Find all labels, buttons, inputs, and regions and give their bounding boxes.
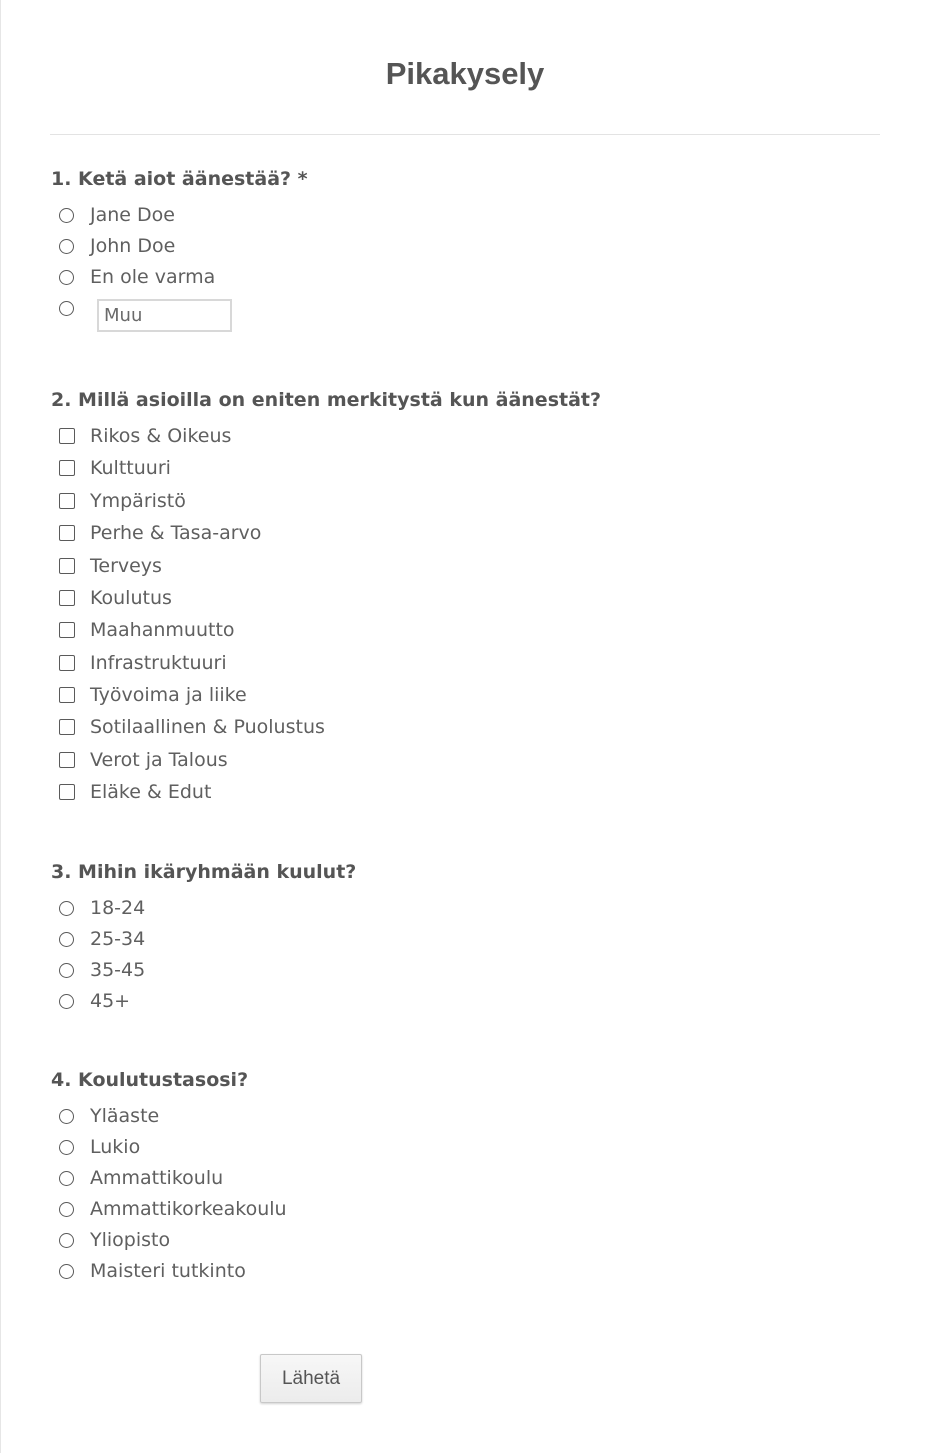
radio-button[interactable] <box>59 208 74 223</box>
option-label: Koulutus <box>90 587 172 609</box>
option-label: Ammattikorkeakoulu <box>90 1198 287 1220</box>
option-label: Ammattikoulu <box>90 1167 224 1189</box>
q4-option-applied-sciences[interactable] <box>59 1197 287 1221</box>
checkbox[interactable] <box>59 558 75 574</box>
radio-button[interactable] <box>59 932 74 947</box>
option-label: Infrastruktuuri <box>90 652 227 674</box>
q2-option-taxes-economy[interactable] <box>59 748 228 772</box>
option-label: Kulttuuri <box>90 457 171 479</box>
checkbox[interactable] <box>59 622 75 638</box>
page-left-border <box>0 0 1 1453</box>
q4-option-masters-degree[interactable] <box>59 1259 246 1283</box>
radio-button[interactable] <box>59 1140 74 1155</box>
checkbox[interactable] <box>59 460 75 476</box>
q1-option-not-sure[interactable] <box>59 265 215 289</box>
option-label: 45+ <box>90 990 131 1012</box>
option-label: Verot ja Talous <box>90 749 228 771</box>
checkbox[interactable] <box>59 719 75 735</box>
option-label: Maisteri tutkinto <box>90 1260 246 1282</box>
option-label: Lukio <box>90 1136 141 1158</box>
checkbox[interactable] <box>59 655 75 671</box>
q4-option-high-school[interactable] <box>59 1135 140 1159</box>
question-2-label: 2. Millä asioilla on eniten merkitystä kun äänestät? <box>51 389 602 411</box>
radio-button[interactable] <box>59 1171 74 1186</box>
option-label: John Doe <box>90 235 176 257</box>
q3-option-35-45[interactable] <box>59 958 145 982</box>
option-label: Jane Doe <box>90 204 175 226</box>
submit-button[interactable]: Lähetä <box>260 1354 362 1403</box>
q2-option-education[interactable] <box>59 586 172 610</box>
question-3-label: 3. Mihin ikäryhmään kuulut? <box>51 861 357 883</box>
option-label: Perhe & Tasa-arvo <box>90 522 262 544</box>
checkbox[interactable] <box>59 493 75 509</box>
q1-option-jane-doe[interactable] <box>59 203 175 227</box>
option-label: 25-34 <box>90 928 146 950</box>
question-4-label: 4. Koulutustasosi? <box>51 1069 249 1091</box>
q2-option-culture[interactable] <box>59 456 171 480</box>
q2-option-family-equality[interactable] <box>59 521 261 545</box>
checkbox[interactable] <box>59 784 75 800</box>
title-divider <box>50 134 880 135</box>
option-label: Terveys <box>90 555 162 577</box>
checkbox[interactable] <box>59 525 75 541</box>
radio-button[interactable] <box>59 1264 74 1279</box>
q2-option-environment[interactable] <box>59 489 186 513</box>
radio-button[interactable] <box>59 1109 74 1124</box>
q2-option-immigration[interactable] <box>59 618 235 642</box>
q1-option-other[interactable] <box>59 296 74 320</box>
option-label: Sotilaallinen & Puolustus <box>90 716 325 738</box>
q4-option-university[interactable] <box>59 1228 170 1252</box>
q2-option-infrastructure[interactable] <box>59 651 227 675</box>
page-title: Pikakysely <box>385 56 545 91</box>
option-label: Ympäristö <box>90 490 186 512</box>
q2-option-crime-justice[interactable] <box>59 424 231 448</box>
radio-button[interactable] <box>59 994 74 1009</box>
option-label: Rikos & Oikeus <box>90 425 232 447</box>
checkbox[interactable] <box>59 752 75 768</box>
q4-option-vocational-school[interactable] <box>59 1166 223 1190</box>
option-label: Maahanmuutto <box>90 619 235 641</box>
question-1-label: 1. Ketä aiot äänestää? * <box>51 168 308 190</box>
radio-button[interactable] <box>59 270 74 285</box>
q2-option-health[interactable] <box>59 554 162 578</box>
q3-option-25-34[interactable] <box>59 927 145 951</box>
radio-button[interactable] <box>59 963 74 978</box>
radio-button[interactable] <box>59 239 74 254</box>
option-label: Eläke & Edut <box>90 781 212 803</box>
option-label: Yläaste <box>90 1105 160 1127</box>
option-label: Yliopisto <box>90 1229 171 1251</box>
q1-other-input[interactable] <box>97 299 232 332</box>
option-label: Työvoima ja liike <box>90 684 247 706</box>
option-label: 35-45 <box>90 959 146 981</box>
option-label: En ole varma <box>90 266 216 288</box>
radio-button[interactable] <box>59 301 74 316</box>
q3-option-45-plus[interactable] <box>59 989 130 1013</box>
radio-button[interactable] <box>59 1233 74 1248</box>
q3-option-18-24[interactable] <box>59 896 145 920</box>
q2-option-pension-benefits[interactable] <box>59 780 211 804</box>
checkbox[interactable] <box>59 687 75 703</box>
q4-option-middle-school[interactable] <box>59 1104 159 1128</box>
q2-option-labor-business[interactable] <box>59 683 247 707</box>
option-label: 18-24 <box>90 897 146 919</box>
q1-option-john-doe[interactable] <box>59 234 175 258</box>
checkbox[interactable] <box>59 428 75 444</box>
q2-option-military-defense[interactable] <box>59 715 325 739</box>
checkbox[interactable] <box>59 590 75 606</box>
radio-button[interactable] <box>59 1202 74 1217</box>
radio-button[interactable] <box>59 901 74 916</box>
